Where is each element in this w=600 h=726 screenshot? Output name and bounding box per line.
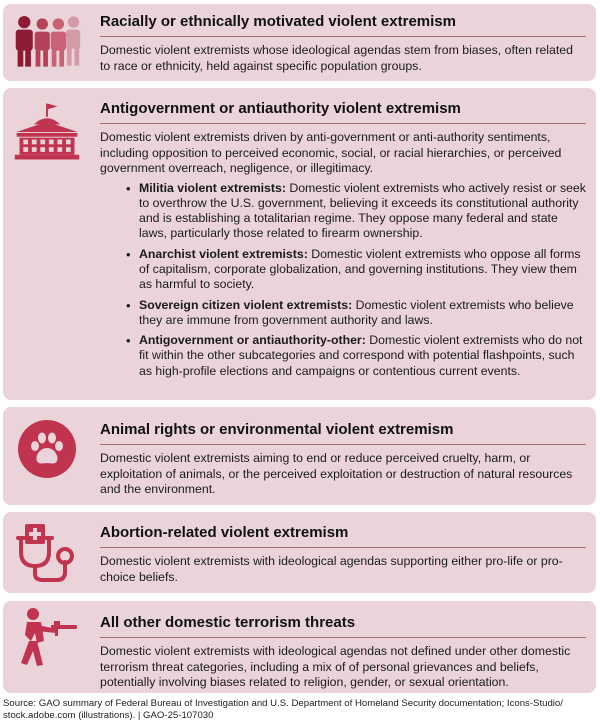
subcategory-name: Anarchist violent extremists:	[139, 246, 308, 261]
stethoscope-icon	[11, 522, 83, 582]
category-title: All other domestic terrorism threats	[100, 614, 586, 638]
category-content	[100, 13, 586, 74]
paw-print-icon	[11, 419, 83, 479]
subcategory-text: Domestic violent extremists who do not fit within the other subcategories and correspond with potential flashpoints, such as high-profile elections and campaigns or contentious current events.	[139, 333, 583, 378]
list-item	[126, 181, 586, 242]
category-card-abortion	[3, 512, 596, 593]
category-content	[100, 614, 586, 691]
subcategory-text: Domestic violent extremists who believe they are immune from government authority and laws.	[139, 297, 574, 327]
subcategory-name: Sovereign citizen violent extremists:	[139, 297, 353, 312]
category-content	[100, 421, 586, 498]
subcategory-name: Militia violent extremists:	[139, 180, 286, 195]
category-description: Domestic violent extremists aiming to end or reduce perceived cruelty, harm, or exploitation of animals, or the perceived exploitation or destruction of natural resources and the environment.	[100, 451, 573, 496]
list-item	[126, 298, 586, 329]
category-description: Domestic violent extremists driven by anti-government or anti-authority sentiments, including opposition to perceived economic, social, or racial hierarchies, or perceived government overreach, negligence, or illegitimacy.	[100, 130, 562, 175]
category-description: Domestic violent extremists whose ideological agendas stem from biases, often related to race or ethnicity, held against specific population groups.	[100, 43, 573, 73]
category-card-racial	[3, 4, 596, 81]
category-content	[100, 100, 586, 384]
subcategory-name: Antigovernment or antiauthority-other:	[139, 333, 366, 348]
category-content	[100, 524, 586, 585]
category-title: Abortion-related violent extremism	[100, 524, 586, 548]
subcategory-text: Domestic violent extremists who actively resist or seek to overthrow the U.S. government, believing it exceeds its constitutional authority and is establishing a totalitarian regime. They oppose many federal and state laws, particularly those related to firearm ownership.	[139, 180, 586, 241]
armed-figure-icon	[11, 607, 83, 667]
category-card-other	[3, 601, 596, 693]
list-item	[126, 247, 586, 293]
source-note: Source: GAO summary of Federal Bureau of Investigation and U.S. Department of Homeland Security documentation; Icons-Studio/ stock.adobe.com (illustrations). | GAO-25-107030	[3, 698, 563, 721]
list-item	[126, 333, 586, 379]
category-description: Domestic violent extremists with ideological agendas not defined under other domestic terrorism threat categories, including a mix of of personal grievances and beliefs, potentially involving biases related to religion, gender, or sexual orientation.	[100, 644, 571, 689]
category-card-animal-rights	[3, 407, 596, 505]
category-description: Domestic violent extremists with ideological agendas supporting either pro-life or pro-choice beliefs.	[100, 554, 563, 584]
government-building-icon	[11, 102, 83, 162]
category-card-antigovernment	[3, 88, 596, 400]
category-title: Racially or ethnically motivated violent extremism	[100, 13, 586, 37]
subcategory-list	[100, 181, 586, 380]
category-title: Antigovernment or antiauthority violent extremism	[100, 100, 586, 124]
subcategory-text: Domestic violent extremists who oppose all forms of capitalism, corporate globalization, and governing institutions. They view them as harmful to society.	[139, 246, 581, 292]
category-title: Animal rights or environmental violent extremism	[100, 421, 586, 445]
people-group-icon	[11, 12, 83, 72]
